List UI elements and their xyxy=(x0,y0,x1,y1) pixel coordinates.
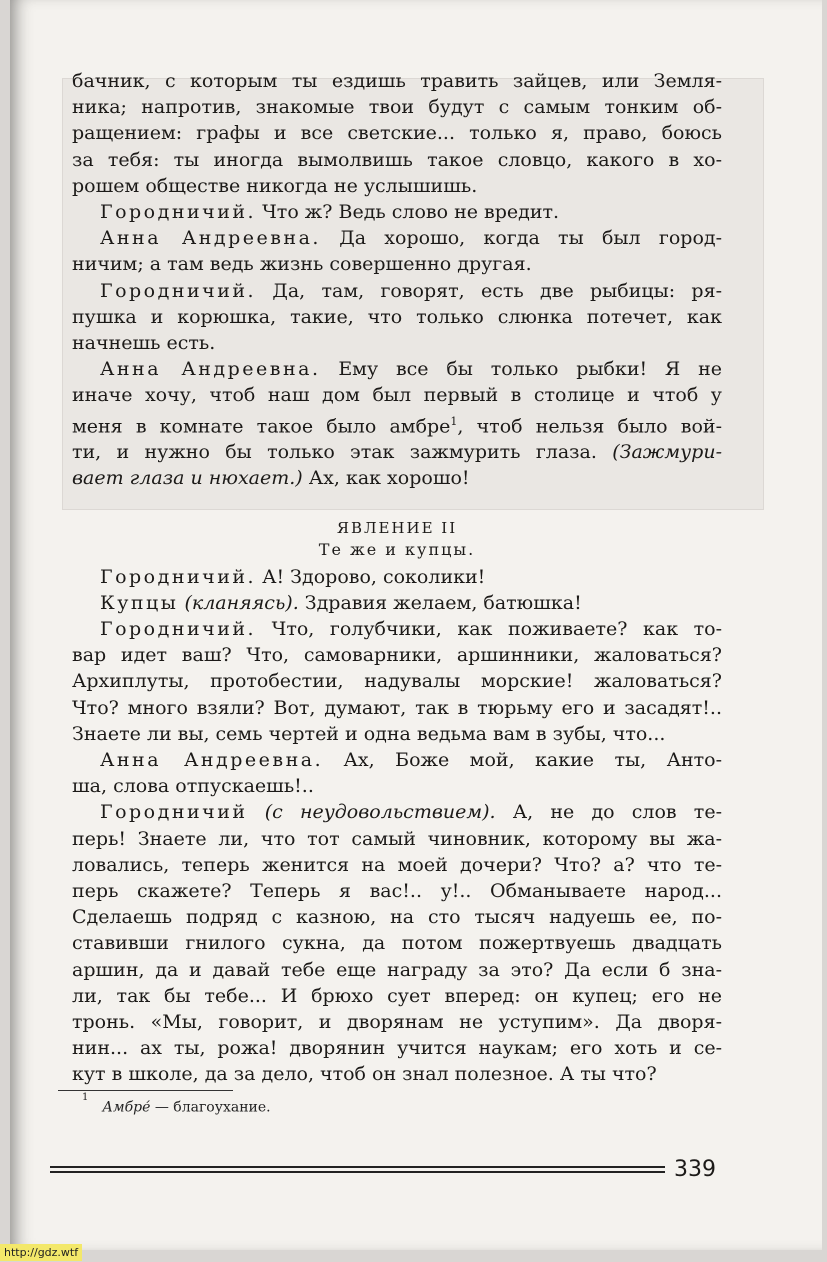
speaker-name: Купцы xyxy=(100,591,179,614)
text-line xyxy=(72,120,722,146)
text-segment: ли, так бы тебе... И брюхо сует вперед: он купец; его не xyxy=(72,984,722,1007)
text-segment: бачник, с которым ты ездишь травить зайцев, или Земля- xyxy=(72,70,722,92)
text-segment: вар идет ваш? Что, самоварники, аршинники, жаловаться? xyxy=(72,644,722,667)
text-segment: Что? много взяли? Вот, думают, так в тюрьму его и засадят!.. xyxy=(72,696,722,719)
speaker-name: Анна Андреевна. xyxy=(100,358,321,381)
text-line xyxy=(72,852,722,878)
text-line xyxy=(72,225,722,251)
text-line xyxy=(72,1061,722,1087)
text-line xyxy=(72,68,722,94)
text-line xyxy=(72,94,722,120)
text-segment: Да хорошо, когда ты был город- xyxy=(320,227,722,250)
text-line xyxy=(72,564,722,590)
text-segment xyxy=(248,801,265,823)
footnote-mark: 1 xyxy=(82,1092,89,1103)
speaker-name: Городничий xyxy=(100,801,248,824)
text-line xyxy=(72,304,722,330)
text-line xyxy=(72,773,722,799)
page-body xyxy=(72,68,722,1088)
footnote-term: Амбре́ xyxy=(102,1099,151,1116)
text-segment: ставивши гнилого сукна, да потом пожертвуешь двадцать xyxy=(72,932,722,955)
text-line xyxy=(72,799,722,825)
text-segment: аршин, да и давай тебе еще награду за это? Да если б зна- xyxy=(72,958,722,981)
text-segment: Здравия желаем, батюшка! xyxy=(298,591,582,614)
book-page xyxy=(10,0,822,1250)
text-line xyxy=(72,439,722,465)
text-line xyxy=(72,199,722,225)
text-segment: Ах, как хорошо! xyxy=(302,467,470,490)
text-segment: Ах, Боже мой, какие ты, Анто- xyxy=(323,749,722,771)
text-line xyxy=(72,382,722,408)
stage-direction: (с неудовольствием). xyxy=(264,801,496,824)
text-segment: ращением: графы и все светские... только я, право, боюсь xyxy=(72,122,722,145)
footnote xyxy=(82,1092,271,1116)
text-segment: Сделаешь подряд с казною, на сто тысяч надуешь ее, по- xyxy=(72,906,722,929)
text-line xyxy=(72,957,722,983)
text-line xyxy=(72,251,722,277)
dialogue-block-1 xyxy=(72,68,722,492)
text-line xyxy=(72,668,722,694)
text-line xyxy=(72,930,722,956)
text-line xyxy=(72,695,722,721)
text-segment: иначе хочу, чтоб наш дом был первый в столице и чтоб у xyxy=(72,384,722,407)
text-line xyxy=(72,826,722,852)
watermark-link[interactable]: http://gdz.wtf xyxy=(0,1244,82,1261)
text-segment: перь скажете? Теперь я вас!.. у!.. Обманываете народ... xyxy=(72,880,722,903)
text-line xyxy=(72,465,722,491)
text-segment: А! Здорово, соколики! xyxy=(256,565,486,588)
text-segment: , чтоб нельзя было вой- xyxy=(457,414,722,437)
text-line xyxy=(72,878,722,904)
text-line xyxy=(72,330,722,356)
text-segment: за тебя: ты иногда вымолвишь такое словцо, какого в хо- xyxy=(72,148,722,171)
footnote-text: — благоухание. xyxy=(150,1099,271,1116)
text-line xyxy=(72,747,722,773)
text-segment: пушка и корюшка, такие, что только слюнка потечет, как xyxy=(72,305,722,328)
text-line xyxy=(72,147,722,173)
text-line xyxy=(72,983,722,1009)
scene-heading: ЯВЛЕНИЕ II xyxy=(336,518,458,537)
scene-subheading: Те же и купцы. xyxy=(318,539,476,559)
text-segment: ничим; а там ведь жизнь совершенно другая. xyxy=(72,253,532,276)
speaker-name: Городничий. xyxy=(100,279,257,302)
text-segment: Да, там, говорят, есть две рыбицы: ря- xyxy=(256,279,722,302)
text-segment: перь! Знаете ли, что тот самый чиновник, которому вы жа- xyxy=(72,827,722,850)
text-segment: меня в комнате такое было амбре xyxy=(72,414,451,437)
text-segment: начнешь есть. xyxy=(72,332,216,355)
footnote-ref: 1 xyxy=(450,414,458,428)
text-line xyxy=(72,616,722,642)
speaker-name: Анна Андреевна. xyxy=(100,749,324,771)
text-line xyxy=(72,1035,722,1061)
speaker-name: Городничий. xyxy=(100,565,257,588)
text-segment: ти, и нужно бы только этак зажмурить глаза. xyxy=(72,441,613,464)
text-segment: рошем обществе никогда не услышишь. xyxy=(72,174,478,197)
text-line xyxy=(72,356,722,382)
speaker-name: Анна Андреевна. xyxy=(100,227,321,250)
footnote-rule xyxy=(58,1090,233,1091)
footer-rule xyxy=(50,1166,665,1173)
text-line xyxy=(72,904,722,930)
stage-direction: (кланяясь). xyxy=(184,591,299,614)
text-line xyxy=(72,1009,722,1035)
text-segment: Что, голубчики, как поживаете? как то- xyxy=(256,617,722,640)
text-line xyxy=(72,173,722,199)
text-segment: тронь. «Мы, говорит, и дворянам не уступим». Да дворя- xyxy=(72,1011,722,1034)
page-number: 339 xyxy=(674,1157,716,1182)
text-segment: Знаете ли вы, семь чертей и одна ведьма вам в зубы, что... xyxy=(72,722,666,745)
text-line xyxy=(72,642,722,668)
text-line xyxy=(72,721,722,747)
text-segment: Ему все бы только рыбки! Я не xyxy=(320,358,722,381)
text-segment: ловались, теперь женится на моей дочери? Что? а? что те- xyxy=(72,853,722,876)
speaker-name: Городничий. xyxy=(100,201,257,224)
stage-direction: вает глаза и нюхает.) xyxy=(72,467,303,490)
text-segment: ника; напротив, знакомые твои будут с самым тонким об- xyxy=(72,96,722,119)
text-segment: ша, слова отпускаешь!.. xyxy=(72,775,314,798)
text-segment: Что ж? Ведь слово не вредит. xyxy=(256,201,560,224)
text-segment: А, не до слов те- xyxy=(495,801,722,824)
text-segment: кут в школе, да за дело, чтоб он знал полезное. А ты что? xyxy=(72,1063,657,1086)
dialogue-block-2 xyxy=(72,564,722,1088)
stage-direction: (Зажмури- xyxy=(612,441,722,464)
text-line xyxy=(72,409,722,440)
text-segment: Архиплуты, протобестии, надувалы морские! жаловаться? xyxy=(72,670,722,693)
text-line xyxy=(72,590,722,616)
speaker-name: Городничий. xyxy=(100,617,257,640)
text-segment: нин... ах ты, рожа! дворянин учится наукам; его хоть и се- xyxy=(72,1037,722,1060)
text-line xyxy=(72,278,722,304)
